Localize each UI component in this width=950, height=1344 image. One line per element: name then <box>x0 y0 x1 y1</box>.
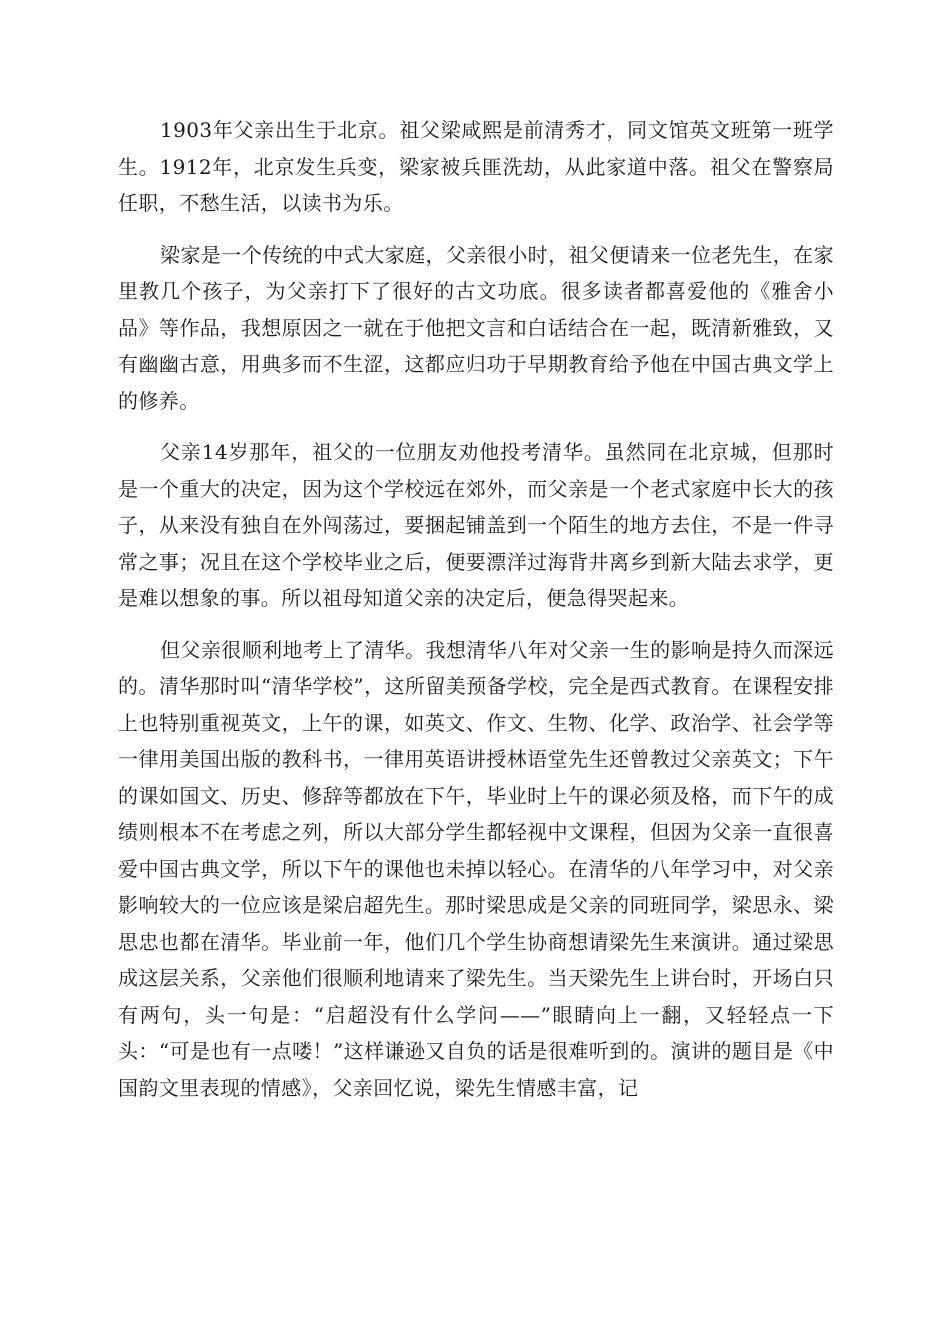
paragraph-1: 1903年父亲出生于北京。祖父梁咸熙是前清秀才，同文馆英文班第一班学生。1912年，北京发生兵变，梁家被兵匪洗劫，从此家道中落。祖父在警察局任职，不愁生活，以读书为乐。 <box>118 118 834 215</box>
article-body <box>118 112 834 1121</box>
paragraph-3: 父亲14岁那年，祖父的一位朋友劝他投考清华。虽然同在北京城，但那时是一个重大的决定，因为这个学校远在郊外，而父亲是一个老式家庭中长大的孩子，从来没有独自在外闯荡过，要捆起铺盖到一个陌生的地方去住，不是一件寻常之事；况且在这个学校毕业之后，便要漂洋过海背井离乡到新大陆去求学，更是难以想象的事。所以祖母知道父亲的决定后，便急得哭起来。 <box>118 440 834 610</box>
paragraph-4: 但父亲很顺利地考上了清华。我想清华八年对父亲一生的影响是持久而深远的。清华那时叫“清华学校”，这所留美预备学校，完全是西式教育。在课程安排上也特别重视英文，上午的课，如英文、作文、生物、化学、政治学、社会学等一律用美国出版的教科书，一律用英语讲授林语堂先生还曾教过父亲英文；下午的课如国文、历史、修辞等都放在下午，毕业时上午的课必须及格，而下午的成绩则根本不在考虑之列，所以大部分学生都轻视中文课程，但因为父亲一直很喜爱中国古典文学，所以下午的课他也未掉以轻心。在清华的八年学习中，对父亲影响较大的一位应该是梁启超先生。那时梁思成是父亲的同班同学，梁思永、梁思忠也都在清华。毕业前一年，他们几个学生协商想请梁先生来演讲。通过梁思成这层关系，父亲他们很顺利地请来了梁先生。当天梁先生上讲台时，开场白只有两句，头一句是：“启超没有什么学问——”眼睛向上一翻，又轻轻点一下头：“可是也有一点喽！”这样谦逊又自负的话是很难听到的。演讲的题目是《中国韵文里表现的情感》，父亲回忆说，梁先生情感丰富，记 <box>118 637 834 1100</box>
paragraph-2: 梁家是一个传统的中式大家庭，父亲很小时，祖父便请来一位老先生，在家里教几个孩子，为父亲打下了很好的古文功底。很多读者都喜爱他的《雅舍小品》等作品，我想原因之一就在于他把文言和白话结合在一起，既清新雅致，又有幽幽古意，用典多而不生涩，这都应归功于早期教育给予他在中国古典文学上的修养。 <box>118 242 834 413</box>
